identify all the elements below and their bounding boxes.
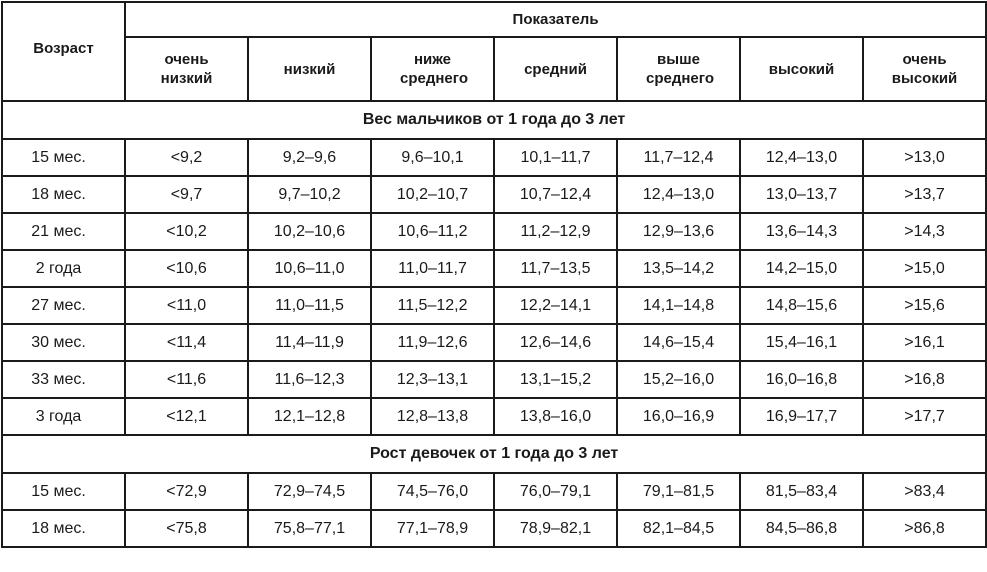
value-cell: >13,0 — [863, 139, 986, 176]
table-row — [2, 324, 986, 361]
table-row — [2, 361, 986, 398]
age-cell: 18 мес. — [2, 510, 125, 547]
value-cell: 11,4–11,9 — [248, 324, 371, 361]
indicator-group-header: Показатель — [125, 2, 986, 37]
section-row — [2, 435, 986, 473]
value-cell: <11,4 — [125, 324, 248, 361]
age-cell: 21 мес. — [2, 213, 125, 250]
value-cell: <9,7 — [125, 176, 248, 213]
value-cell: 9,2–9,6 — [248, 139, 371, 176]
column-header: ниже среднего — [371, 37, 494, 101]
value-cell: 72,9–74,5 — [248, 473, 371, 510]
table-row — [2, 250, 986, 287]
value-cell: 11,7–12,4 — [617, 139, 740, 176]
value-cell: 75,8–77,1 — [248, 510, 371, 547]
value-cell: 11,9–12,6 — [371, 324, 494, 361]
value-cell: >15,0 — [863, 250, 986, 287]
value-cell: 13,1–15,2 — [494, 361, 617, 398]
value-cell: 9,6–10,1 — [371, 139, 494, 176]
value-cell: 12,6–14,6 — [494, 324, 617, 361]
value-cell: 12,9–13,6 — [617, 213, 740, 250]
value-cell: 10,7–12,4 — [494, 176, 617, 213]
value-cell: 10,2–10,6 — [248, 213, 371, 250]
value-cell: 12,2–14,1 — [494, 287, 617, 324]
table-row — [2, 398, 986, 435]
value-cell: >15,6 — [863, 287, 986, 324]
value-cell: >13,7 — [863, 176, 986, 213]
age-cell: 27 мес. — [2, 287, 125, 324]
value-cell: 16,0–16,9 — [617, 398, 740, 435]
table-row — [2, 213, 986, 250]
value-cell: 10,6–11,0 — [248, 250, 371, 287]
growth-norms-table — [1, 1, 987, 548]
value-cell: 12,8–13,8 — [371, 398, 494, 435]
value-cell: >83,4 — [863, 473, 986, 510]
column-header: низкий — [248, 37, 371, 101]
value-cell: 10,6–11,2 — [371, 213, 494, 250]
column-header: очень высокий — [863, 37, 986, 101]
section-title: Вес мальчиков от 1 года до 3 лет — [2, 101, 986, 139]
value-cell: 14,1–14,8 — [617, 287, 740, 324]
value-cell: >86,8 — [863, 510, 986, 547]
value-cell: 14,8–15,6 — [740, 287, 863, 324]
column-header: средний — [494, 37, 617, 101]
age-cell: 2 года — [2, 250, 125, 287]
value-cell: 15,2–16,0 — [617, 361, 740, 398]
age-cell: 15 мес. — [2, 473, 125, 510]
age-column-header: Возраст — [2, 2, 125, 101]
table-body — [2, 101, 986, 547]
value-cell: 12,4–13,0 — [617, 176, 740, 213]
table-row — [2, 473, 986, 510]
value-cell: 14,6–15,4 — [617, 324, 740, 361]
value-cell: 13,5–14,2 — [617, 250, 740, 287]
value-cell: 11,0–11,7 — [371, 250, 494, 287]
value-cell: <11,6 — [125, 361, 248, 398]
value-cell: 14,2–15,0 — [740, 250, 863, 287]
age-cell: 15 мес. — [2, 139, 125, 176]
value-cell: 12,3–13,1 — [371, 361, 494, 398]
value-cell: 16,0–16,8 — [740, 361, 863, 398]
value-cell: 81,5–83,4 — [740, 473, 863, 510]
value-cell: 11,6–12,3 — [248, 361, 371, 398]
age-cell: 3 года — [2, 398, 125, 435]
value-cell: 13,6–14,3 — [740, 213, 863, 250]
value-cell: 84,5–86,8 — [740, 510, 863, 547]
value-cell: >16,1 — [863, 324, 986, 361]
value-cell: 11,5–12,2 — [371, 287, 494, 324]
value-cell: <72,9 — [125, 473, 248, 510]
value-cell: 11,0–11,5 — [248, 287, 371, 324]
value-cell: 16,9–17,7 — [740, 398, 863, 435]
value-cell: 82,1–84,5 — [617, 510, 740, 547]
age-cell: 33 мес. — [2, 361, 125, 398]
section-title: Рост девочек от 1 года до 3 лет — [2, 435, 986, 473]
value-cell: 10,1–11,7 — [494, 139, 617, 176]
value-cell: 76,0–79,1 — [494, 473, 617, 510]
value-cell: <11,0 — [125, 287, 248, 324]
value-cell: 13,0–13,7 — [740, 176, 863, 213]
age-cell: 18 мес. — [2, 176, 125, 213]
value-cell: 12,4–13,0 — [740, 139, 863, 176]
value-cell: 77,1–78,9 — [371, 510, 494, 547]
value-cell: 13,8–16,0 — [494, 398, 617, 435]
section-row — [2, 101, 986, 139]
table-row — [2, 176, 986, 213]
value-cell: >14,3 — [863, 213, 986, 250]
value-cell: <9,2 — [125, 139, 248, 176]
value-cell: <12,1 — [125, 398, 248, 435]
value-cell: >17,7 — [863, 398, 986, 435]
value-cell: <75,8 — [125, 510, 248, 547]
value-cell: 79,1–81,5 — [617, 473, 740, 510]
value-cell: <10,6 — [125, 250, 248, 287]
column-header: высокий — [740, 37, 863, 101]
column-header: выше среднего — [617, 37, 740, 101]
value-cell: 74,5–76,0 — [371, 473, 494, 510]
value-cell: 11,2–12,9 — [494, 213, 617, 250]
value-cell: 9,7–10,2 — [248, 176, 371, 213]
value-cell: 15,4–16,1 — [740, 324, 863, 361]
value-cell: 12,1–12,8 — [248, 398, 371, 435]
value-cell: 11,7–13,5 — [494, 250, 617, 287]
value-cell: 10,2–10,7 — [371, 176, 494, 213]
value-cell: <10,2 — [125, 213, 248, 250]
column-header: очень низкий — [125, 37, 248, 101]
value-cell: 78,9–82,1 — [494, 510, 617, 547]
table-row — [2, 510, 986, 547]
table-row — [2, 287, 986, 324]
table-row — [2, 139, 986, 176]
value-cell: >16,8 — [863, 361, 986, 398]
age-cell: 30 мес. — [2, 324, 125, 361]
